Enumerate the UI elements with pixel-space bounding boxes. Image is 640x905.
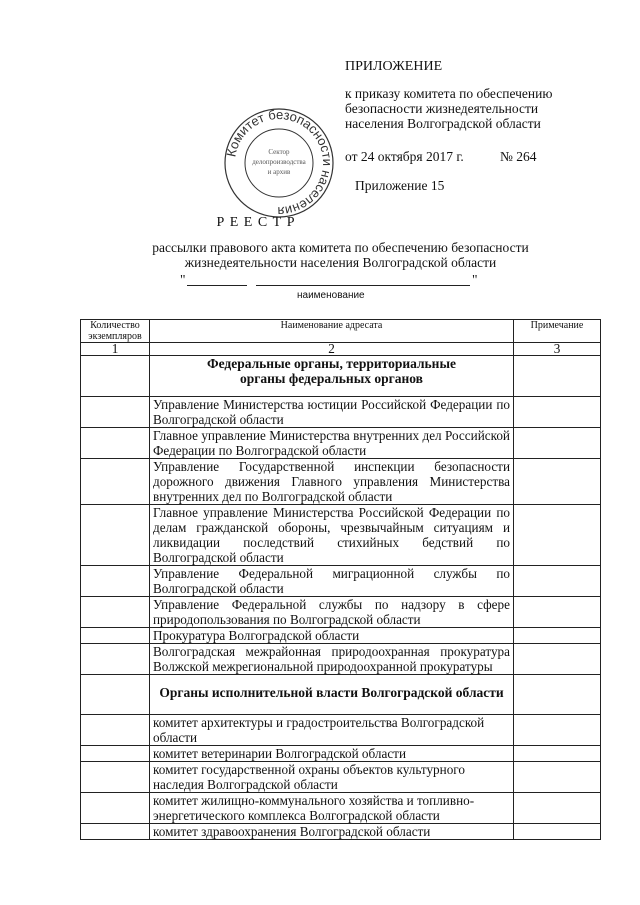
table-row (81, 824, 601, 840)
section-title: Федеральные органы, территориальные органы федеральных органов (150, 356, 514, 397)
blank-line-short (187, 285, 247, 286)
appendix-number: Приложение 15 (355, 178, 445, 193)
section-title: Органы исполнительной власти Волгоградской области (150, 675, 514, 715)
blank-line-long (256, 285, 470, 286)
col-number-3: 3 (514, 343, 601, 356)
addressee-cell: Управление Министерства юстиции Российской Федерации по Волгоградской области (150, 397, 514, 428)
table-row (81, 746, 601, 762)
svg-text:делопроизводства: делопроизводства (252, 158, 306, 166)
registry-title: Р Е Е С Т Р (216, 215, 296, 230)
order-line-2: безопасности жизнедеятельности (345, 101, 539, 116)
appendix-title: ПРИЛОЖЕНИЕ (345, 59, 443, 74)
stamp-seal (222, 106, 336, 220)
section-row (81, 356, 601, 397)
header-note: Примечание (514, 320, 601, 343)
blank-quote-close: " (472, 272, 478, 287)
blank-caption: наименование (297, 290, 365, 301)
addressee-cell: Главное управление Министерства внутренних дел Российской Федерации по Волгоградской области (150, 428, 514, 459)
addressee-cell: Управление Федеральной миграционной службы по Волгоградской области (150, 566, 514, 597)
table-row (81, 566, 601, 597)
addressee-cell: Главное управление Министерства Российской Федерации по делам гражданской обороны, чрезвычайным ситуациям и ликвидации последствий стихийных бедствий по Волгоградской области (150, 505, 514, 566)
table-row (81, 459, 601, 505)
table-row (81, 762, 601, 793)
table-row (81, 628, 601, 644)
table-row (81, 793, 601, 824)
col-number-2: 2 (150, 343, 514, 356)
order-date: от 24 октября 2017 г. (345, 149, 464, 164)
registry-table (80, 319, 601, 840)
addressee-cell: Управление Федеральной службы по надзору в сфере природопользования по Волгоградской области (150, 597, 514, 628)
header-addressee: Наименование адресата (150, 320, 514, 343)
order-number: № 264 (500, 149, 537, 164)
svg-text:Сектор: Сектор (268, 148, 290, 156)
blank-quote-open: " (180, 272, 186, 287)
addressee-cell: комитет здравоохранения Волгоградской области (150, 824, 514, 840)
addressee-cell: Управление Государственной инспекции безопасности дорожного движения Главного управления Министерства внутренних дел по Волгоградской области (150, 459, 514, 505)
order-line-1: к приказу комитета по обеспечению (345, 86, 553, 101)
order-line-3: населения Волгоградской области (345, 116, 541, 131)
table-row (81, 597, 601, 628)
addressee-cell: Прокуратура Волгоградской области (150, 628, 514, 644)
table-row (81, 644, 601, 675)
table-header-row (81, 320, 601, 343)
addressee-cell: комитет жилищно-коммунального хозяйства и топливно-энергетического комплекса Волгоградской области (150, 793, 514, 824)
addressee-cell: комитет государственной охраны объектов культурного наследия Волгоградской области (150, 762, 514, 793)
table-row (81, 715, 601, 746)
table-row (81, 397, 601, 428)
addressee-cell: комитет архитектуры и градостроительства Волгоградской области (150, 715, 514, 746)
section-row (81, 675, 601, 715)
header-quantity: Количество экземпляров (81, 320, 150, 343)
table-row (81, 428, 601, 459)
table-row (81, 505, 601, 566)
col-number-1: 1 (81, 343, 150, 356)
svg-text:Комитет безопасности населения: Комитет безопасности населения (223, 106, 336, 220)
registry-subtitle-1: рассылки правового акта комитета по обеспечению безопасности (152, 240, 529, 255)
addressee-cell: Волгоградская межрайонная природоохранная прокуратура Волжской межрегиональной природоохранной прокуратуры (150, 644, 514, 675)
svg-text:и архив: и архив (267, 168, 291, 176)
table-number-row (81, 343, 601, 356)
addressee-cell: комитет ветеринарии Волгоградской области (150, 746, 514, 762)
registry-subtitle-2: жизнедеятельности населения Волгоградской области (184, 255, 497, 270)
